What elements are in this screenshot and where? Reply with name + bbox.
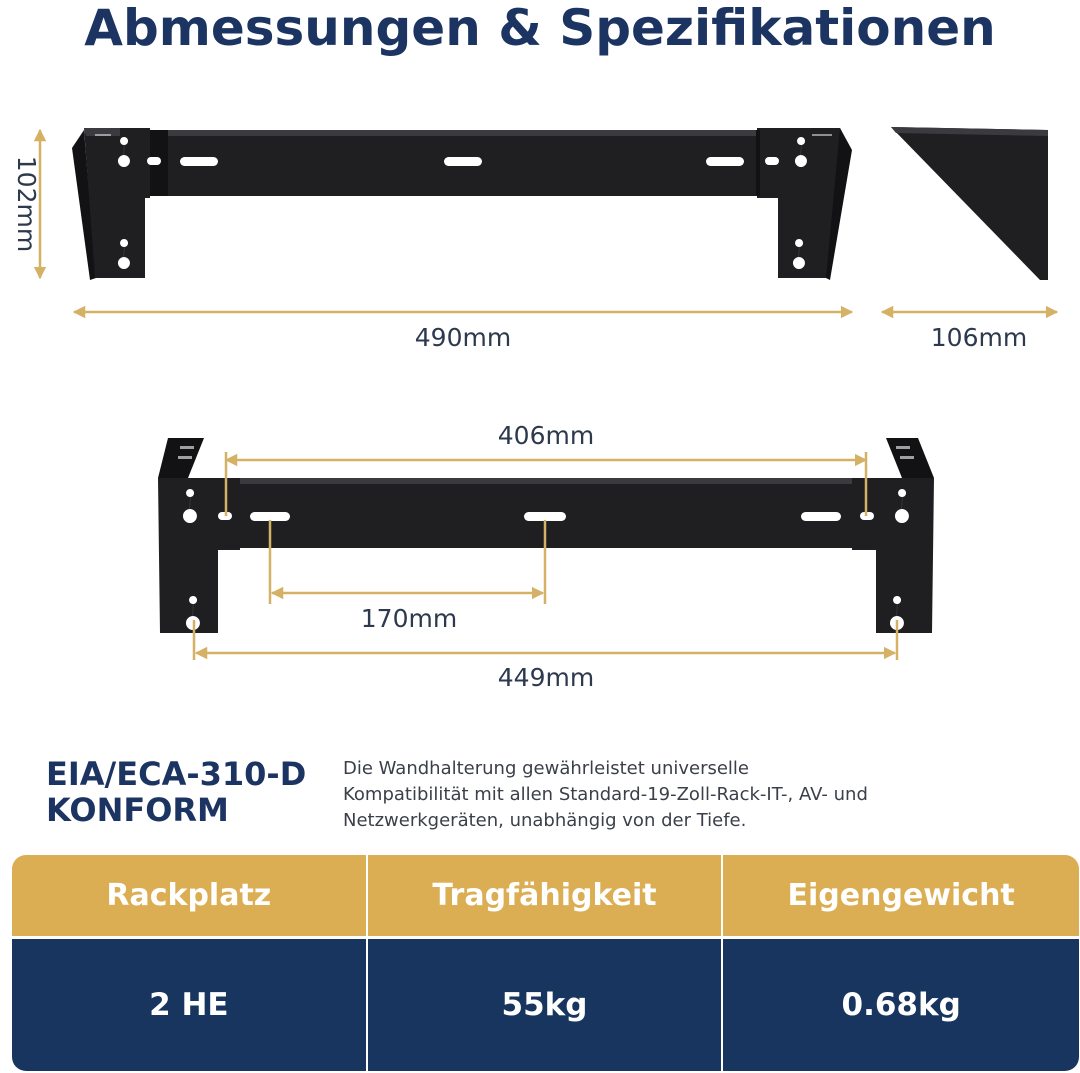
compliance-desc-line1: Die Wandhalterung gewährleistet universelle [343, 758, 750, 779]
spec-table [12, 855, 1079, 1071]
spec-value-rackplatz: 2 HE [12, 939, 368, 1071]
rail-span-dimension-label: 406mm [497, 421, 595, 450]
compliance-title-line2: KONFORM [46, 791, 229, 829]
spec-value-tragfaehigkeit: 55kg [368, 939, 724, 1071]
spec-header-tragfaehigkeit: Tragfähigkeit [368, 855, 724, 939]
compliance-desc-line3: Netzwerkgeräten, unabhängig von der Tiefe. [343, 810, 747, 831]
bracket-side-view [891, 127, 1048, 280]
depth-dimension-label: 106mm [930, 323, 1028, 352]
hole-spacing-dimension-label: 449mm [497, 663, 595, 692]
compliance-title-line1: EIA/ECA-310-D [46, 755, 307, 793]
spec-value-eigengewicht: 0.68kg [723, 939, 1079, 1071]
spec-header-eigengewicht: Eigengewicht [723, 855, 1079, 939]
bracket-front-view [72, 128, 852, 280]
compliance-title [46, 756, 336, 828]
spec-header-rackplatz: Rackplatz [12, 855, 368, 939]
compliance-description [343, 756, 1043, 834]
page-title: Abmessungen & Spezifikationen [84, 0, 996, 57]
slot-spacing-dimension-label: 170mm [360, 604, 458, 633]
height-dimension-label: 102mm [12, 155, 41, 253]
width-dimension-label: 490mm [414, 323, 512, 352]
compliance-desc-line2: Kompatibilität mit allen Standard-19-Zoll-Rack-IT-, AV- und [343, 784, 868, 805]
